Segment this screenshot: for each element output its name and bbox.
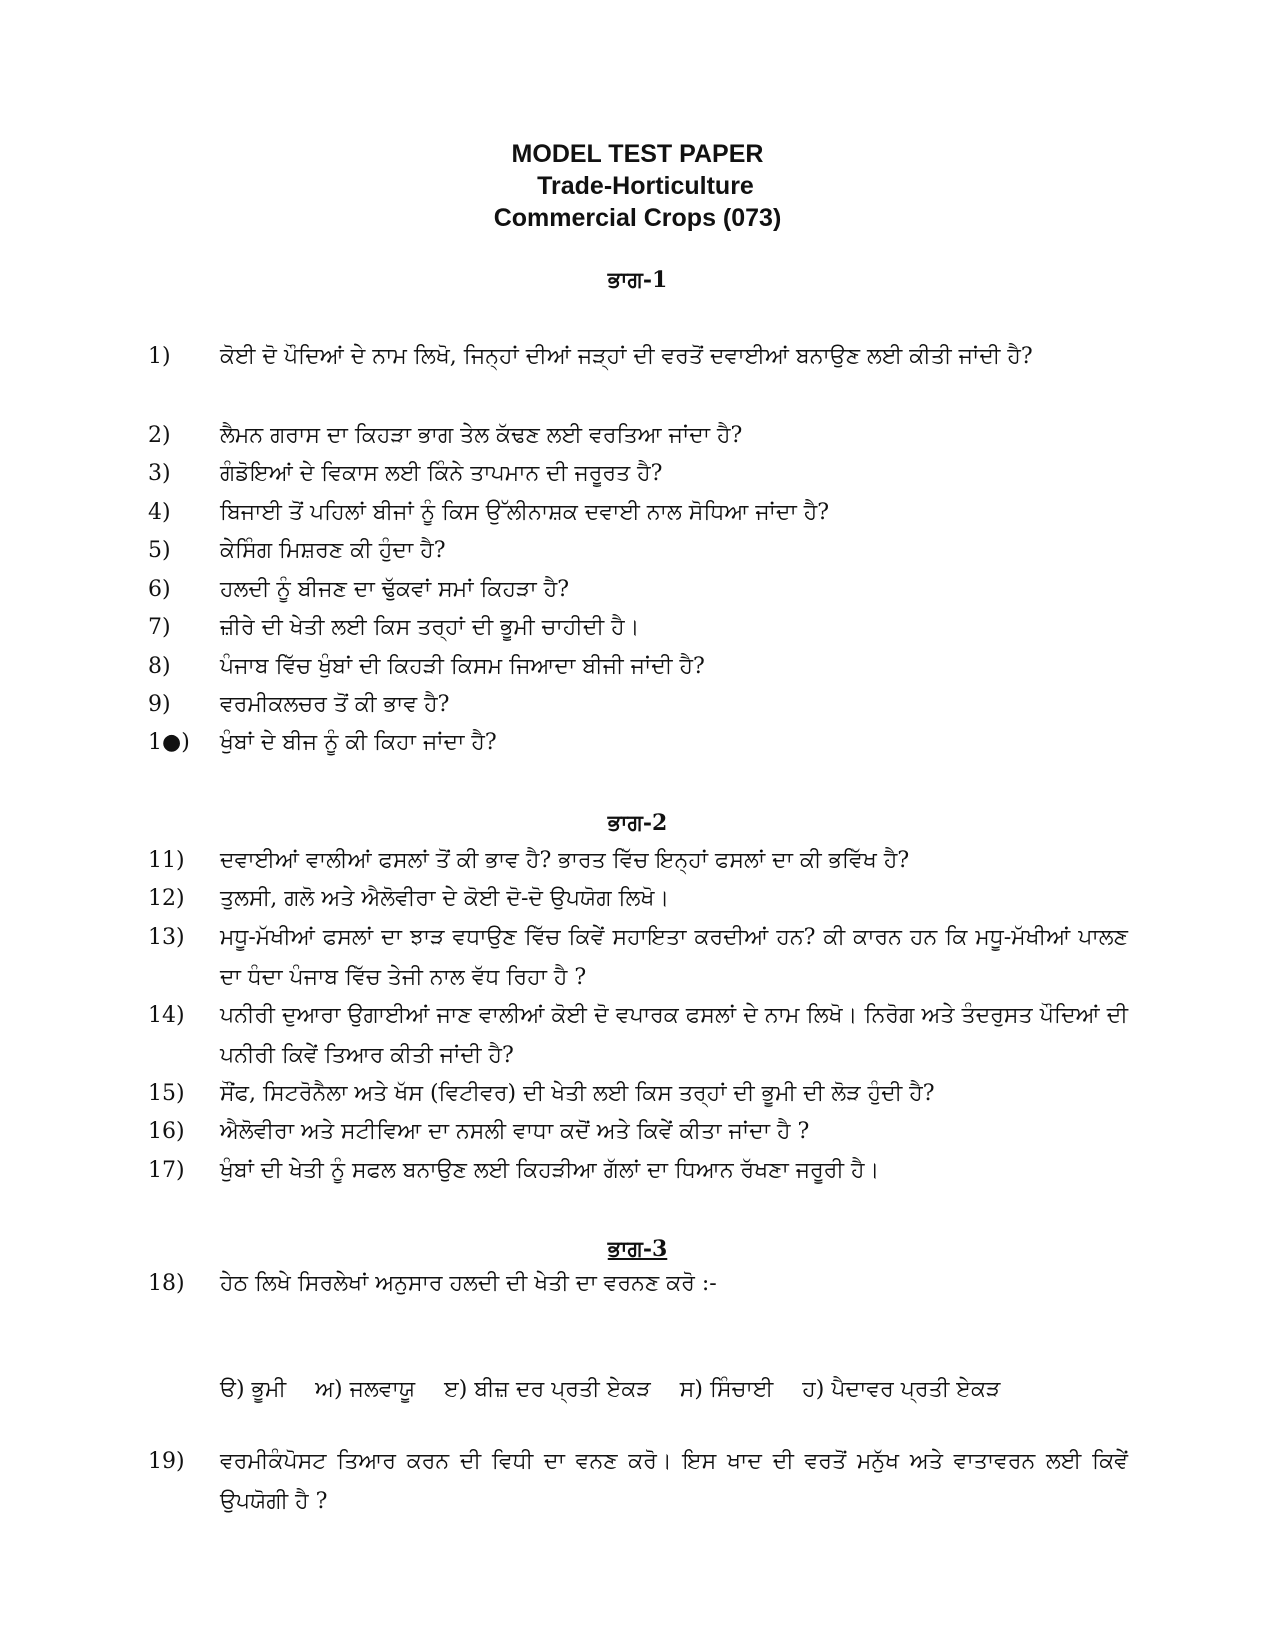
question-text: ਕੋਈ ਦੋ ਪੌਦਿਆਂ ਦੇ ਨਾਮ ਲਿਖੋ, ਜਿਨ੍ਹਾਂ ਦੀਆਂ ਜੜ੍ਹਾਂ ਦੀ ਵਰਤੋਂ ਦਵਾਈਆਂ ਬਨਾਉਣ ਲਈ ਕੀਤੀ ਜਾਂਦੀ ਹੈ? <box>220 344 1033 369</box>
question-text: ਕੇਸਿੰਗ ਮਿਸ਼ਰਣ ਕੀ ਹੁੰਦਾ ਹੈ? <box>220 538 446 563</box>
question-text: ਮਧੂ-ਮੱਖੀਆਂ ਫਸਲਾਂ ਦਾ ਝਾੜ ਵਧਾਉਣ ਵਿੱਚ ਕਿਵੇਂ ਸਹਾਇਤਾ ਕਰਦੀਆਂ ਹਨ? ਕੀ ਕਾਰਨ ਹਨ ਕਿ ਮਧੂ-ਮੱਖੀਆਂ ਪਾਲਣ ਦਾ ਧੰਦਾ ਪੰਜਾਬ ਵਿੱਚ ਤੇਜੀ ਨਾਲ ਵੱਧ ਰਿਹਾ ਹੈ ? <box>220 925 1128 990</box>
question-item <box>148 685 1128 725</box>
paper-header <box>0 138 1275 234</box>
question-text: ਗੰਡੋਇਆਂ ਦੇ ਵਿਕਾਸ ਲਈ ਕਿੰਨੇ ਤਾਪਮਾਨ ਦੀ ਜਰੂਰਤ ਹੈ? <box>220 461 663 486</box>
question-number: 1●) <box>148 730 190 755</box>
question-number: 6) <box>148 577 171 602</box>
question-text: ਐਲੋਵੀਰਾ ਅਤੇ ਸਟੀਵਿਆ ਦਾ ਨਸਲੀ ਵਾਧਾ ਕਦੋਂ ਅਤੇ ਕਿਵੇਂ ਕੀਤਾ ਜਾਂਦਾ ਹੈ ? <box>220 1119 810 1144</box>
question-text: ਖੁੰਬਾਂ ਦੇ ਬੀਜ ਨੂੰ ਕੀ ਕਿਹਾ ਜਾਂਦਾ ਹੈ? <box>220 730 497 755</box>
question-number: 5) <box>148 538 171 563</box>
question-number: 2) <box>148 423 171 448</box>
question-number: 8) <box>148 654 171 679</box>
question-item <box>148 841 1128 881</box>
paper-title: MODEL TEST PAPER <box>511 140 764 168</box>
question-text: ਖੁੰਬਾਂ ਦੀ ਖੇਤੀ ਨੂੰ ਸਫਲ ਬਨਾਉਣ ਲਈ ਕਿਹੜੀਆ ਗੱਲਾਂ ਦਾ ਧਿਆਨ ਰੱਖਣਾ ਜਰੂਰੀ ਹੈ। <box>220 1158 880 1183</box>
question-item <box>148 918 1128 998</box>
question-number: 19) <box>148 1449 185 1474</box>
question-number: 9) <box>148 692 171 717</box>
question-number: 12) <box>148 886 185 911</box>
question-text: ਦਵਾਈਆਂ ਵਾਲੀਆਂ ਫਸਲਾਂ ਤੋਂ ਕੀ ਭਾਵ ਹੈ? ਭਾਰਤ ਵਿੱਚ ਇਨ੍ਹਾਂ ਫਸਲਾਂ ਦਾ ਕੀ ਭਵਿੱਖ ਹੈ? <box>220 848 910 873</box>
q18-option: ਸ) ਸਿੰਚਾਈ <box>679 1377 774 1402</box>
question-text: ਪਨੀਰੀ ਦੁਆਰਾ ਉਗਾਈਆਂ ਜਾਣ ਵਾਲੀਆਂ ਕੋਈ ਦੋ ਵਪਾਰਕ ਫਸਲਾਂ ਦੇ ਨਾਮ ਲਿਖੋ। ਨਿਰੋਗ ਅਤੇ ਤੰਦਰੁਸਤ ਪੌਦਿਆਂ ਦੀ ਪਨੀਰੀ ਕਿਵੇਂ ਤਿਆਰ ਕੀਤੀ ਜਾਂਦੀ ਹੈ? <box>220 1003 1128 1068</box>
section-heading-part1: ਭਾਗ-1 <box>607 267 668 293</box>
question-item <box>148 1074 1128 1114</box>
question-number: 15) <box>148 1081 185 1106</box>
question-item <box>148 1112 1128 1152</box>
question-number: 13) <box>148 925 185 950</box>
question-number: 18) <box>148 1271 185 1296</box>
question-item <box>148 416 1128 456</box>
q18-option: ੳ) ਭੂਮੀ <box>220 1377 287 1402</box>
question-item <box>148 570 1128 610</box>
paper-trade: Trade-Horticulture <box>537 172 754 200</box>
question-text: ਵਰਮੀਕਲਚਰ ਤੋਂ ਕੀ ਭਾਵ ਹੈ? <box>220 692 450 717</box>
section-heading-part3-text: ਭਾਗ-3 <box>607 1236 668 1262</box>
q18-option: ਹ) ਪੈਦਾਵਰ ਪ੍ਰਤੀ ਏਕੜ <box>802 1377 1001 1402</box>
question-text: ਵਰਮੀਕੰਪੋਸਟ ਤਿਆਰ ਕਰਨ ਦੀ ਵਿਧੀ ਦਾ ਵਨਣ ਕਰੋ। ਇਸ ਖਾਦ ਦੀ ਵਰਤੋਂ ਮਨੁੱਖ ਅਤੇ ਵਾਤਾਵਰਨ ਲਈ ਕਿਵੇਂ ਉਪਯੋਗੀ ਹੈ ? <box>220 1449 1128 1514</box>
question-item <box>148 879 1128 919</box>
question-item <box>148 1151 1128 1191</box>
question-item <box>148 608 1128 648</box>
question-item <box>148 531 1128 571</box>
section-heading-part3 <box>0 1234 1275 1264</box>
question-number: 3) <box>148 461 171 486</box>
question-number: 16) <box>148 1119 185 1144</box>
question-text: ਲੈਮਨ ਗਰਾਸ ਦਾ ਕਿਹੜਾ ਭਾਗ ਤੇਲ ਕੱਢਣ ਲਈ ਵਰਤਿਆ ਜਾਂਦਾ ਹੈ? <box>220 423 743 448</box>
question-number: 4) <box>148 500 171 525</box>
question-item <box>148 1264 1128 1304</box>
question-number: 14) <box>148 1003 185 1028</box>
question-text: ਹੇਠ ਲਿਖੇ ਸਿਰਲੇਖਾਂ ਅਨੁਸਾਰ ਹਲਦੀ ਦੀ ਖੇਤੀ ਦਾ ਵਰਨਣ ਕਰੋ :- <box>220 1271 717 1296</box>
question-text: ਸੌਂਫ, ਸਿਟਰੋਨੈਲਾ ਅਤੇ ਖੱਸ (ਵਿਟੀਵਰ) ਦੀ ਖੇਤੀ ਲਈ ਕਿਸ ਤਰ੍ਹਾਂ ਦੀ ਭੂਮੀ ਦੀ ਲੋੜ ਹੁੰਦੀ ਹੈ? <box>220 1081 935 1106</box>
question-item <box>148 454 1128 494</box>
question-text: ਪੰਜਾਬ ਵਿੱਚ ਖੁੰਬਾਂ ਦੀ ਕਿਹੜੀ ਕਿਸਮ ਜਿਆਦਾ ਬੀਜੀ ਜਾਂਦੀ ਹੈ? <box>220 654 705 679</box>
question-text: ਜ਼ੀਰੇ ਦੀ ਖੇਤੀ ਲਈ ਕਿਸ ਤਰ੍ਹਾਂ ਦੀ ਭੂਮੀ ਚਾਹੀਦੀ ਹੈ। <box>220 615 640 640</box>
section-heading-part2: ਭਾਗ-2 <box>607 810 668 836</box>
question-text: ਤੁਲਸੀ, ਗਲੋ ਅਤੇ ਐਲੋਵੀਰਾ ਦੇ ਕੋਈ ਦੋ-ਦੋ ਉਪਯੋਗ ਲਿਖੋ। <box>220 886 670 911</box>
question-item <box>148 1442 1128 1522</box>
question-text: ਹਲਦੀ ਨੂੰ ਬੀਜਣ ਦਾ ਢੁੱਕਵਾਂ ਸਮਾਂ ਕਿਹੜਾ ਹੈ? <box>220 577 569 602</box>
question-number: 11) <box>148 848 185 873</box>
paper-subject: Commercial Crops (073) <box>493 204 782 232</box>
question-number: 7) <box>148 615 171 640</box>
question-number: 1) <box>148 344 171 369</box>
question-item <box>148 337 1128 377</box>
q18-option: ਅ) ਜਲਵਾਯੂ <box>315 1377 416 1402</box>
q18-option: ੲ) ਬੀਜ਼ ਦਰ ਪ੍ਰਤੀ ਏਕੜ <box>444 1377 651 1402</box>
question-item <box>148 723 1128 763</box>
question-number: 17) <box>148 1158 185 1183</box>
question-item <box>148 493 1128 533</box>
question-item <box>148 647 1128 687</box>
q18-options <box>220 1370 1022 1410</box>
question-item <box>148 996 1128 1076</box>
question-text: ਬਿਜਾਈ ਤੋਂ ਪਹਿਲਾਂ ਬੀਜਾਂ ਨੂੰ ਕਿਸ ਉੱਲੀਨਾਸ਼ਕ ਦਵਾਈ ਨਾਲ ਸੋਧਿਆ ਜਾਂਦਾ ਹੈ? <box>220 500 830 525</box>
